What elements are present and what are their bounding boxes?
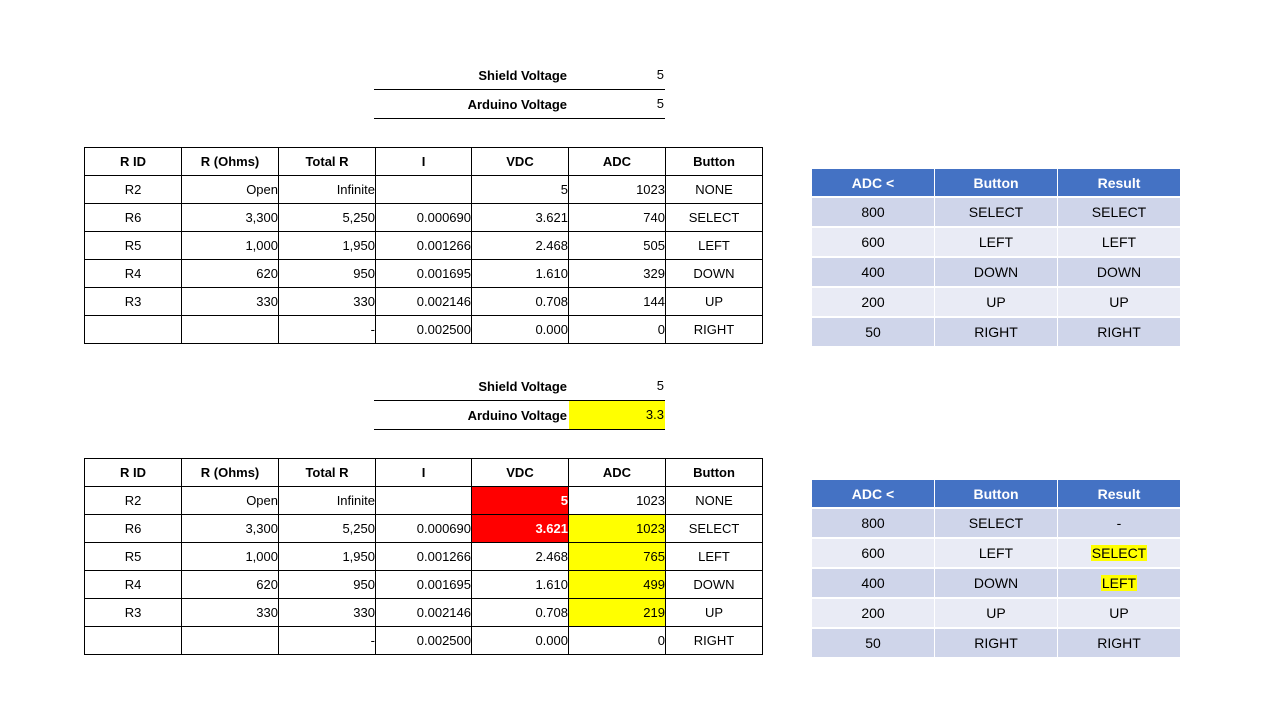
cell[interactable]: 50 <box>812 318 934 346</box>
cell[interactable]: LEFT <box>666 543 763 571</box>
cell[interactable]: 0.002500 <box>376 627 472 655</box>
lookup-header-adc: ADC < <box>812 480 934 507</box>
lookup-row <box>812 228 1180 256</box>
arduino-voltage-label: Arduino Voltage <box>467 408 567 423</box>
col-header-rid: R ID <box>85 148 182 176</box>
cell[interactable]: 3,300 <box>182 515 279 543</box>
col-header-i: I <box>376 459 472 487</box>
cell-highlight[interactable]: 765 <box>569 543 666 571</box>
cell[interactable]: 800 <box>812 509 934 537</box>
cell[interactable]: 0.708 <box>472 599 569 627</box>
cell[interactable]: 0 <box>569 627 666 655</box>
col-header-rid: R ID <box>85 459 182 487</box>
cell[interactable]: 950 <box>279 260 376 288</box>
table-row <box>85 599 763 627</box>
cell[interactable]: 0 <box>569 316 666 344</box>
col-header-total-r: Total R <box>279 459 376 487</box>
top-lookup-table <box>811 167 1181 348</box>
cell[interactable]: LEFT <box>666 232 763 260</box>
cell[interactable]: R2 <box>85 176 182 204</box>
table-row <box>85 176 763 204</box>
cell[interactable] <box>376 487 472 515</box>
lookup-row <box>812 629 1180 657</box>
cell[interactable]: R4 <box>85 571 182 599</box>
cell-error[interactable]: 3.621 <box>472 515 569 543</box>
cell[interactable]: 1023 <box>569 176 666 204</box>
table-header-row <box>85 459 763 487</box>
cell[interactable]: 0.001695 <box>376 260 472 288</box>
shield-voltage-value[interactable]: 5 <box>656 378 664 393</box>
cell[interactable] <box>376 176 472 204</box>
cell[interactable]: 620 <box>182 260 279 288</box>
cell-error[interactable]: 5 <box>472 487 569 515</box>
bottom-arduino-voltage-row <box>374 401 665 430</box>
cell[interactable]: 329 <box>569 260 666 288</box>
top-resistor-table <box>84 147 763 344</box>
cell[interactable]: 330 <box>279 288 376 316</box>
cell[interactable]: R5 <box>85 232 182 260</box>
cell[interactable]: 200 <box>812 599 934 627</box>
cell[interactable]: NONE <box>666 176 763 204</box>
result-highlight: LEFT <box>1101 575 1137 591</box>
cell[interactable]: 330 <box>182 288 279 316</box>
cell[interactable]: LEFT <box>1058 228 1180 256</box>
lookup-row <box>812 569 1180 597</box>
lookup-header-result: Result <box>1058 480 1180 507</box>
cell[interactable]: UP <box>935 599 1057 627</box>
col-header-vdc: VDC <box>472 459 569 487</box>
cell[interactable]: 0.000690 <box>376 515 472 543</box>
table-row <box>85 571 763 599</box>
table-row <box>85 487 763 515</box>
bottom-voltage-block <box>374 372 665 430</box>
cell[interactable]: R3 <box>85 288 182 316</box>
cell[interactable]: R2 <box>85 487 182 515</box>
cell[interactable]: Infinite <box>279 487 376 515</box>
cell[interactable] <box>182 316 279 344</box>
table-row <box>85 232 763 260</box>
cell[interactable]: DOWN <box>1058 258 1180 286</box>
table-row <box>85 627 763 655</box>
cell[interactable]: SELECT <box>935 509 1057 537</box>
lookup-row <box>812 288 1180 316</box>
lookup-header-adc: ADC < <box>812 169 934 196</box>
table-row <box>85 204 763 232</box>
lookup-header-row <box>812 169 1180 196</box>
cell[interactable]: 600 <box>812 228 934 256</box>
cell[interactable]: R3 <box>85 599 182 627</box>
cell[interactable]: 800 <box>812 198 934 226</box>
cell[interactable]: UP <box>666 288 763 316</box>
cell[interactable]: 5,250 <box>279 515 376 543</box>
cell[interactable]: 2.468 <box>472 543 569 571</box>
cell[interactable]: RIGHT <box>935 629 1057 657</box>
cell[interactable]: 3,300 <box>182 204 279 232</box>
cell[interactable]: 0.001266 <box>376 543 472 571</box>
table-row <box>85 260 763 288</box>
lookup-row <box>812 599 1180 627</box>
cell[interactable]: 1,950 <box>279 232 376 260</box>
cell-result[interactable] <box>1058 539 1180 567</box>
col-header-button: Button <box>666 459 763 487</box>
cell[interactable]: RIGHT <box>935 318 1057 346</box>
cell[interactable]: LEFT <box>935 228 1057 256</box>
col-header-vdc: VDC <box>472 148 569 176</box>
col-header-i: I <box>376 148 472 176</box>
table-row <box>85 515 763 543</box>
lookup-row <box>812 198 1180 226</box>
bottom-resistor-table <box>84 458 763 655</box>
arduino-voltage-value[interactable]: 3.3 <box>569 401 665 429</box>
cell[interactable]: RIGHT <box>1058 318 1180 346</box>
cell[interactable]: SELECT <box>666 515 763 543</box>
cell[interactable]: 1.610 <box>472 571 569 599</box>
cell[interactable]: Open <box>182 487 279 515</box>
cell[interactable]: 144 <box>569 288 666 316</box>
cell[interactable]: 0.000 <box>472 627 569 655</box>
cell[interactable]: 50 <box>812 629 934 657</box>
cell[interactable] <box>85 316 182 344</box>
cell[interactable]: - <box>1058 509 1180 537</box>
cell[interactable]: 1,000 <box>182 543 279 571</box>
cell[interactable]: DOWN <box>935 569 1057 597</box>
cell-highlight[interactable]: 219 <box>569 599 666 627</box>
lookup-header-button: Button <box>935 169 1057 196</box>
bottom-lookup-table <box>811 478 1181 659</box>
top-voltage-block <box>374 61 665 119</box>
cell[interactable]: 0.002500 <box>376 316 472 344</box>
lookup-header-button: Button <box>935 480 1057 507</box>
cell[interactable]: DOWN <box>935 258 1057 286</box>
cell[interactable]: UP <box>666 599 763 627</box>
cell[interactable]: UP <box>1058 599 1180 627</box>
arduino-voltage-label: Arduino Voltage <box>467 97 567 112</box>
cell[interactable]: Open <box>182 176 279 204</box>
cell[interactable]: SELECT <box>935 198 1057 226</box>
cell[interactable]: UP <box>1058 288 1180 316</box>
cell[interactable]: 505 <box>569 232 666 260</box>
cell[interactable]: 200 <box>812 288 934 316</box>
cell[interactable]: R4 <box>85 260 182 288</box>
cell[interactable]: RIGHT <box>666 627 763 655</box>
col-header-adc: ADC <box>569 148 666 176</box>
cell-highlight[interactable]: 499 <box>569 571 666 599</box>
col-header-r-ohms: R (Ohms) <box>182 459 279 487</box>
lookup-header-result: Result <box>1058 169 1180 196</box>
shield-voltage-label: Shield Voltage <box>478 379 567 394</box>
cell[interactable]: 3.621 <box>472 204 569 232</box>
lookup-row <box>812 509 1180 537</box>
cell[interactable]: - <box>279 627 376 655</box>
cell[interactable]: UP <box>935 288 1057 316</box>
cell[interactable]: RIGHT <box>1058 629 1180 657</box>
cell[interactable]: 620 <box>182 571 279 599</box>
cell[interactable]: 330 <box>182 599 279 627</box>
cell[interactable]: SELECT <box>666 204 763 232</box>
lookup-row <box>812 258 1180 286</box>
lookup-header-row <box>812 480 1180 507</box>
cell[interactable]: 0.002146 <box>376 599 472 627</box>
top-arduino-voltage-row <box>374 90 665 119</box>
cell[interactable]: LEFT <box>935 539 1057 567</box>
cell[interactable]: 1,000 <box>182 232 279 260</box>
cell[interactable]: 0.002146 <box>376 288 472 316</box>
cell[interactable]: DOWN <box>666 571 763 599</box>
cell[interactable]: R6 <box>85 515 182 543</box>
lookup-row <box>812 318 1180 346</box>
cell[interactable]: 0.001266 <box>376 232 472 260</box>
cell[interactable]: R5 <box>85 543 182 571</box>
cell[interactable]: DOWN <box>666 260 763 288</box>
cell[interactable]: 740 <box>569 204 666 232</box>
cell[interactable]: 5,250 <box>279 204 376 232</box>
cell[interactable]: 0.708 <box>472 288 569 316</box>
table-header-row <box>85 148 763 176</box>
cell[interactable]: 400 <box>812 258 934 286</box>
table-row <box>85 543 763 571</box>
cell[interactable]: Infinite <box>279 176 376 204</box>
cell[interactable]: 400 <box>812 569 934 597</box>
cell[interactable]: 0.000 <box>472 316 569 344</box>
cell[interactable]: 2.468 <box>472 232 569 260</box>
col-header-total-r: Total R <box>279 148 376 176</box>
cell-result[interactable] <box>1058 569 1180 597</box>
cell[interactable]: 0.000690 <box>376 204 472 232</box>
bottom-shield-voltage-row <box>374 372 665 401</box>
cell[interactable]: 600 <box>812 539 934 567</box>
shield-voltage-value[interactable]: 5 <box>656 67 664 82</box>
cell[interactable]: 5 <box>472 176 569 204</box>
cell[interactable]: - <box>279 316 376 344</box>
col-header-button: Button <box>666 148 763 176</box>
result-highlight: SELECT <box>1091 545 1147 561</box>
cell[interactable]: NONE <box>666 487 763 515</box>
lookup-row <box>812 539 1180 567</box>
cell[interactable]: 1023 <box>569 487 666 515</box>
arduino-voltage-value[interactable]: 5 <box>656 96 664 111</box>
cell-highlight[interactable]: 1023 <box>569 515 666 543</box>
cell[interactable] <box>85 627 182 655</box>
cell[interactable]: SELECT <box>1058 198 1180 226</box>
shield-voltage-label: Shield Voltage <box>478 68 567 83</box>
cell[interactable]: 330 <box>279 599 376 627</box>
cell[interactable]: 950 <box>279 571 376 599</box>
col-header-r-ohms: R (Ohms) <box>182 148 279 176</box>
table-row <box>85 288 763 316</box>
cell[interactable]: 1,950 <box>279 543 376 571</box>
top-shield-voltage-row <box>374 61 665 90</box>
cell[interactable] <box>182 627 279 655</box>
table-row <box>85 316 763 344</box>
cell[interactable]: RIGHT <box>666 316 763 344</box>
cell[interactable]: 1.610 <box>472 260 569 288</box>
cell[interactable]: 0.001695 <box>376 571 472 599</box>
col-header-adc: ADC <box>569 459 666 487</box>
cell[interactable]: R6 <box>85 204 182 232</box>
